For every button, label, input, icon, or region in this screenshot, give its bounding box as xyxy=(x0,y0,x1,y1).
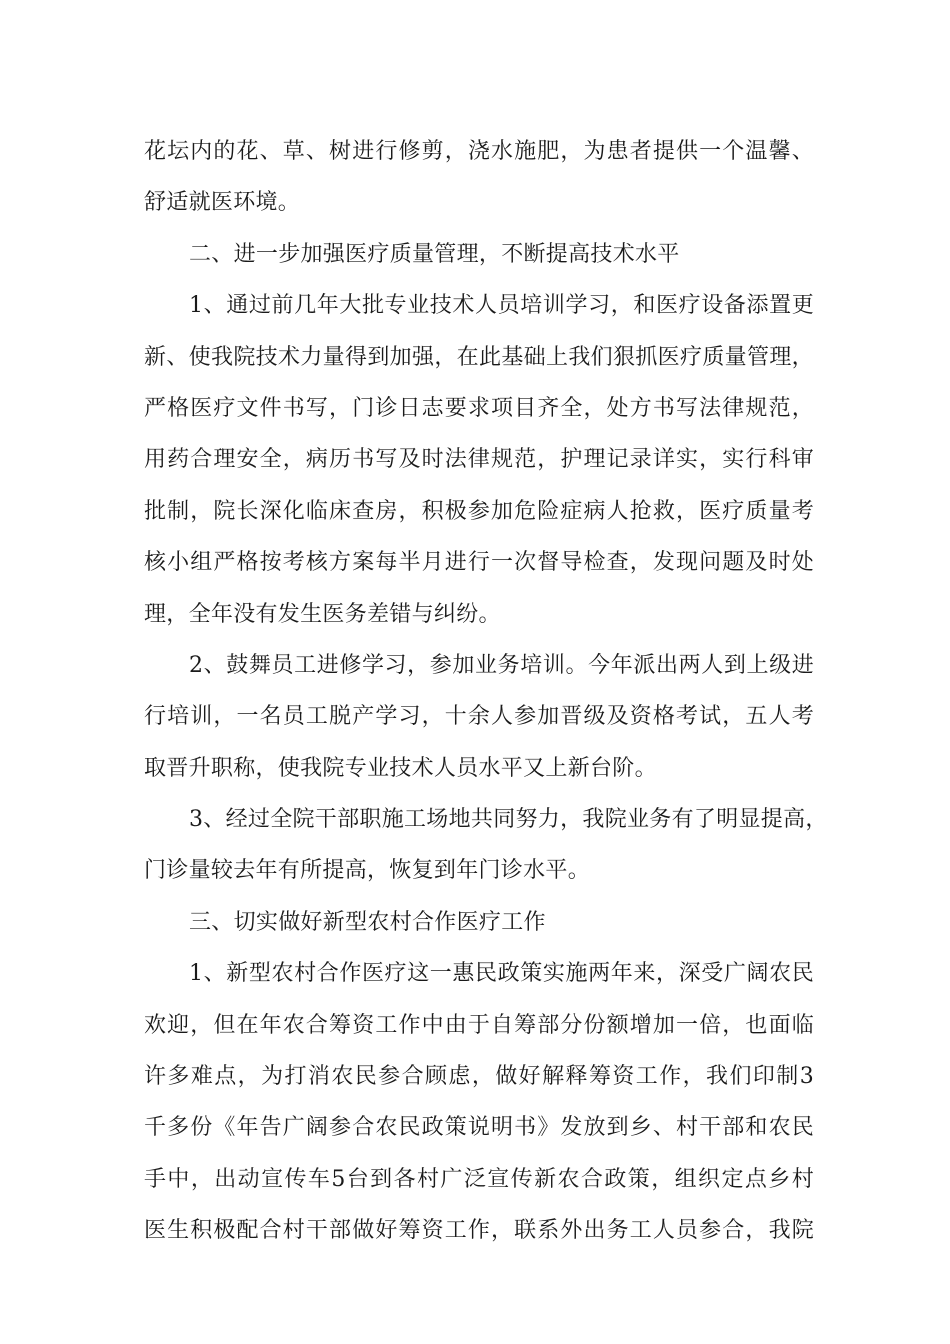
text-line: 核小组严格按考核方案每半月进行一次督导检查，发现问题及时处 xyxy=(144,550,814,576)
text-line: 1、通过前几年大批专业技术人员培训学习，和医疗设备添置更 xyxy=(189,293,814,319)
text-line: 严格医疗文件书写，门诊日志要求项目齐全，处方书写法律规范， xyxy=(144,395,814,421)
text-line: 欢迎，但在年农合筹资工作中由于自筹部分份额增加一倍，也面临 xyxy=(144,1012,814,1038)
text-line: 2、鼓舞员工进修学习，参加业务培训。今年派出两人到上级进 xyxy=(189,652,814,678)
text-line: 千多份《年告广阔参合农民政策说明书》发放到乡、村干部和农民 xyxy=(144,1115,814,1141)
text-line: 批制，院长深化临床查房，积极参加危险症病人抢救，医疗质量考 xyxy=(144,498,814,524)
text-line: 取晋升职称，使我院专业技术人员水平又上新台阶。 xyxy=(144,755,657,781)
text-line: 行培训，一名员工脱产学习，十余人参加晋级及资格考试，五人考 xyxy=(144,704,814,730)
text-line: 3、经过全院干部职施工场地共同努力，我院业务有了明显提高， xyxy=(189,807,828,833)
text-line: 理，全年没有发生医务差错与纠纷。 xyxy=(144,601,501,627)
section-heading: 三、切实做好新型农村合作医疗工作 xyxy=(189,909,546,935)
text-line: 医生积极配合村干部做好筹资工作，联系外出务工人员参合，我院 xyxy=(144,1218,814,1244)
section-heading: 二、进一步加强医疗质量管理，不断提高技术水平 xyxy=(189,241,680,267)
text-line: 花坛内的花、草、树进行修剪，浇水施肥，为患者提供一个温馨、 xyxy=(144,139,814,164)
text-line: 1、新型农村合作医疗这一惠民政策实施两年来，深受广阔农民 xyxy=(189,961,814,987)
text-line: 许多难点，为打消农民参合顾虑，做好解释筹资工作，我们印制3 xyxy=(144,1064,814,1090)
body-text xyxy=(144,126,828,1257)
text-line: 新、使我院技术力量得到加强，在此基础上我们狠抓医疗质量管理， xyxy=(144,344,814,370)
text-line: 门诊量较去年有所提高，恢复到年门诊水平。 xyxy=(144,858,591,884)
text-line: 手中，出动宣传车5台到各村广泛宣传新农合政策，组织定点乡村 xyxy=(144,1166,814,1192)
text-line: 舒适就医环境。 xyxy=(144,190,301,216)
text-line: 用药合理安全，病历书写及时法律规范，护理记录详实，实行科审 xyxy=(144,447,814,473)
